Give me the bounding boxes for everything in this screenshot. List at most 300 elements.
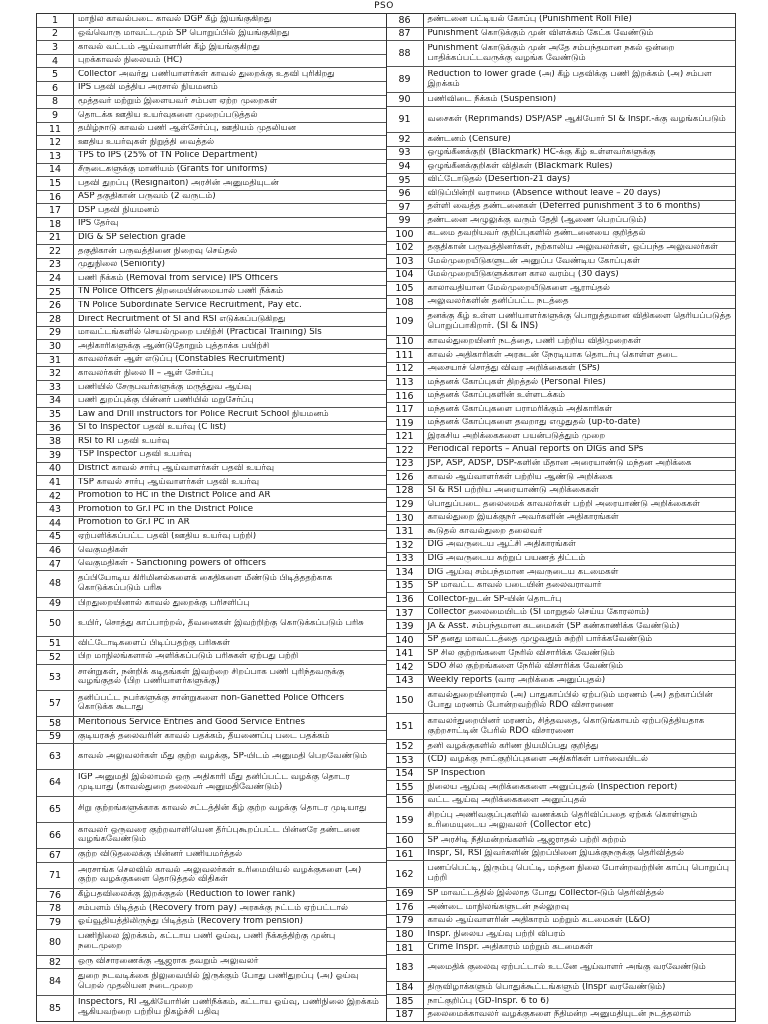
table-row	[37, 463, 386, 477]
section-description: Collector அவர்து பணியாளர்கள் காவல் துறைக்கு உதவி புரிகிறது	[78, 69, 335, 79]
section-description: Weekly reports (வார அறிக்கை அனுப்புதல்)	[427, 676, 606, 686]
table-row	[387, 147, 736, 161]
table-row	[387, 201, 736, 215]
section-number: 119	[387, 417, 424, 430]
section-description: SP அரசிடி நீதிமன்றங்களில் ஆஜராதல் பற்றி சுற்றம்	[427, 835, 627, 845]
table-row	[387, 228, 736, 242]
section-number: 11	[37, 123, 74, 136]
section-number: 41	[37, 476, 74, 489]
section-description: Law and Drill instructors for Police Recruit School நியமனம்	[78, 409, 329, 419]
section-number: 2	[37, 28, 74, 41]
section-description: தமிழ்நாடு காவல் பணி ஆள்சேர்ப்பு, ஊதியம் முதலியன	[78, 124, 297, 134]
table-row	[37, 245, 386, 259]
table-row	[37, 177, 386, 191]
section-description: குற்ற விடுதலைக்கு பின்னர் பணியமர்த்தல்	[78, 850, 243, 860]
section-number: 131	[387, 525, 424, 538]
section-description: ஒவ்வொரு மாவட்டமும் SP பொறுப்பில் இயங்குகிறது	[78, 29, 290, 39]
section-description: அசையாச் சொத்து விவர அறிக்கைகள் (SPs)	[427, 364, 600, 374]
section-number: 93	[387, 147, 424, 160]
section-description: விட்டோடுதல் (Desertion-21 days)	[427, 175, 571, 185]
section-description: IPS தேர்வு	[78, 219, 119, 229]
section-number: 153	[387, 754, 424, 767]
section-description: துறை நடவடிக்கை நிலுவையில் இருக்கும் போது பணிதுறப்பு (அ) ஓய்வு பெறல் முதலியன நடைமுறை	[78, 972, 359, 991]
section-number: 159	[387, 808, 424, 833]
table-row	[37, 313, 386, 327]
section-description: தகுதிகான் பருவத்தினை நிறைவு செய்தல்	[78, 246, 238, 256]
table-row	[387, 14, 736, 28]
table-row	[37, 637, 386, 651]
section-number: 86	[387, 14, 424, 27]
section-description: குடியரசுத் தலைவரின் காவல் பதக்கம், தீயணைப்பு படை பதக்கம்	[78, 732, 330, 742]
section-number: 33	[37, 381, 74, 394]
table-row	[37, 367, 386, 381]
section-description: காவல் வட்டம் ஆய்வாளரின் கீழ் இயங்குகிறது	[78, 42, 260, 52]
section-number: 47	[37, 558, 74, 571]
table-row	[387, 768, 736, 782]
section-description: காவல் அதிகாரிகள் அரசுடன் நேரடியாக தொடர்பு கொள்ள தடை	[427, 350, 678, 360]
table-row	[387, 620, 736, 634]
section-description: Collector தலைமையிடம் (SI மாறுதல் செய்ய கோரலாம்)	[427, 608, 650, 618]
section-number: 5	[37, 68, 74, 81]
table-row	[37, 204, 386, 218]
section-description: DIG & SP selection grade	[78, 232, 186, 242]
section-description: SP Inspection	[427, 768, 486, 778]
section-number: 36	[37, 422, 74, 435]
section-number: 67	[37, 849, 74, 862]
section-number: 38	[37, 435, 74, 448]
section-number: 8	[37, 96, 74, 109]
section-description: வட்ட ஆய்வு அறிக்கைகளை அனுப்புதல்	[427, 796, 587, 806]
section-number: 30	[37, 340, 74, 353]
section-number: 179	[387, 915, 424, 928]
table-row	[387, 955, 736, 981]
section-description: தப்பியோடிய கிரிமினல்களைக் கைதிகளை மீண்டும் பிடித்ததற்காக கொடுக்கப்படும் பரிசு	[78, 574, 333, 593]
table-row	[387, 553, 736, 567]
table-row	[387, 255, 736, 269]
section-description: பணியில் சேருபவர்களுக்கு மருத்துவ ஆய்வு	[78, 382, 252, 392]
section-number: 32	[37, 367, 74, 380]
section-number: 90	[387, 93, 424, 106]
section-number: 169	[387, 888, 424, 901]
section-description: பொதுப்படை தலைமைக் காவலர்கள் பற்றி அரையாண்டு அறிக்கைகள்	[427, 499, 700, 509]
section-description: சிறு குற்றங்களுக்காக காவல் சட்டத்தின் கீழ் குற்ற வழக்கு தொடர முடியாது	[78, 804, 367, 814]
table-row	[387, 928, 736, 942]
section-number: 96	[387, 187, 424, 200]
section-description: தனி வழக்குகளில் கரிண நியமிப்பது குறித்து	[427, 741, 599, 751]
section-number: 181	[387, 942, 424, 955]
section-number: 187	[387, 1009, 424, 1021]
section-number: 44	[37, 517, 74, 530]
section-number: 71	[37, 863, 74, 888]
section-number: 21	[37, 232, 74, 245]
section-description: தலைமைக்காவலர் வழக்குகளை நீதிமன்ற அனுமதியுடன் நடத்தலாம்	[427, 1010, 692, 1020]
section-description: Promotion to Gr.I PC in the District Police	[78, 504, 254, 514]
table-row	[387, 634, 736, 648]
section-number: 141	[387, 647, 424, 660]
table-row	[387, 861, 736, 887]
table-row	[37, 232, 386, 246]
section-number: 45	[37, 531, 74, 544]
section-description: பணிவிடை நீக்கம் (Suspension)	[427, 94, 557, 104]
section-number: 137	[387, 607, 424, 620]
section-number: 46	[37, 544, 74, 557]
section-number: 108	[387, 296, 424, 309]
section-number: 79	[37, 916, 74, 929]
section-description: மாநில காவல்படை காவல் DGP கீழ் இயங்குகிறது	[78, 15, 272, 25]
table-row	[387, 781, 736, 795]
table-row	[387, 848, 736, 862]
pso-index-table	[36, 13, 736, 1022]
section-description: காவலர்துறையினர் மரணம், சித்தவதை, கொடுங்காயம் ஏற்படுத்தியதாக குற்றசாட்டின் பேரில் RDO விசாரணை	[427, 717, 705, 736]
section-number: 6	[37, 82, 74, 95]
table-row	[37, 123, 386, 137]
table-row	[37, 435, 386, 449]
table-row	[387, 458, 736, 472]
section-description: Crime Inspr. அதிகாரம் மற்றும் கடமைகள்	[427, 943, 593, 953]
section-number: 42	[37, 490, 74, 503]
table-row	[37, 571, 386, 597]
section-description: காவலர்கள் ஆள் எடுப்பு (Constables Recruitment)	[78, 355, 285, 365]
table-row	[37, 531, 386, 545]
table-row	[37, 272, 386, 286]
section-description: TN Police Subordinate Service Recruitment, Pay etc.	[78, 300, 302, 310]
table-row	[37, 286, 386, 300]
section-number: 143	[387, 675, 424, 688]
table-row	[387, 834, 736, 848]
section-number: 105	[387, 282, 424, 295]
left-column	[37, 14, 386, 1021]
section-number: 99	[387, 214, 424, 227]
section-description: SDO சில குற்றங்களை நேரில் விசாரிக்க வேண்டும்	[427, 662, 624, 672]
table-row	[37, 68, 386, 82]
table-row	[37, 930, 386, 956]
section-description: ஒரு விசாரணைக்கு ஆஜராக தவறும் அலுவலர்	[78, 957, 259, 967]
table-row	[37, 863, 386, 889]
section-description: Periodical reports – Anual reports on DIGs and SPs	[427, 445, 644, 455]
table-row	[37, 55, 386, 69]
section-number: 123	[387, 458, 424, 471]
table-row	[387, 675, 736, 689]
section-number: 4	[37, 55, 74, 68]
section-number: 176	[387, 901, 424, 914]
section-description: மந்தனக் கோப்புகளின் உள்ளடக்கம்	[427, 391, 566, 401]
section-number: 128	[387, 485, 424, 498]
section-number: 76	[37, 889, 74, 902]
table-row	[387, 403, 736, 417]
table-row	[387, 336, 736, 350]
section-description: சான்றுகள், நன்றிக் கடிதங்கள் இவற்றை சிறப்பாக பணி புரிந்தவருக்கு வழங்குதல் (பிற பணியாளர்களுக்கு)	[78, 667, 345, 687]
section-number: 31	[37, 354, 74, 367]
section-number: 104	[387, 269, 424, 282]
section-number: 63	[37, 744, 74, 769]
page-title: PSO	[374, 1, 394, 11]
section-description: அலுவலர்களின் தனிப்பட்ட நடத்தை	[427, 297, 569, 307]
section-description: தண்டனை பட்டியல் கோப்பு (Punishment Roll File)	[427, 15, 632, 25]
section-number: 22	[37, 245, 74, 258]
section-description: கண்டனம் (Censure)	[427, 134, 511, 144]
section-description: DSP பதவி நியமனம்	[78, 205, 160, 215]
table-row	[387, 67, 736, 93]
table-row	[37, 327, 386, 341]
section-description: அண்டை மாநிலங்களுடன் நல்லுறவு	[427, 902, 569, 912]
section-description: மந்தனக் கோப்புகளை தவறாது எழுதுதல் (up-to-date)	[427, 418, 641, 428]
table-row	[387, 740, 736, 754]
table-row	[387, 296, 736, 310]
section-description: பணப்பெட்டி, இரும்பு பெட்டி, மந்தன நிலை போன்றவற்றின் காப்பு பொறுப்பு பற்றி	[427, 864, 730, 883]
table-row	[387, 982, 736, 996]
section-number: 126	[387, 471, 424, 484]
table-row	[387, 430, 736, 444]
section-number: 58	[37, 717, 74, 730]
table-row	[387, 174, 736, 188]
table-row	[37, 395, 386, 409]
table-row	[37, 996, 386, 1021]
section-number: 82	[37, 956, 74, 969]
table-row	[387, 471, 736, 485]
section-number: 161	[387, 848, 424, 861]
table-row	[387, 242, 736, 256]
section-description: மேல்முறையீடுகளுக்கான கால வரம்பு (30 days)	[427, 270, 619, 280]
section-description: சிறப்பு அணிவகுப்புகளில் வணக்கம் தெரிவிப்பதை ஏற்கக் கொள்ளும் உரிமையுடைய அலுவலர் (Collector etc)	[427, 811, 698, 830]
section-number: 121	[387, 430, 424, 443]
table-row	[37, 490, 386, 504]
section-number: 59	[37, 731, 74, 744]
section-number: 91	[387, 107, 424, 132]
table-row	[387, 349, 736, 363]
section-number: 87	[387, 28, 424, 41]
section-description: SP தனது மாவட்டத்தை முழுவதும் சுற்றி பார்க்கவேண்டும்	[427, 635, 653, 645]
table-row	[387, 593, 736, 607]
table-row	[37, 956, 386, 970]
section-description: பணி நீக்கம் (Removal from service) IPS Officers	[78, 273, 278, 283]
section-number: 84	[37, 969, 74, 994]
section-description: இரகசிய அறிக்கைகளை பயன்படுத்தும் முறை	[427, 431, 606, 441]
right-column	[386, 14, 736, 1021]
table-row	[37, 191, 386, 205]
table-row	[37, 299, 386, 313]
section-number: 134	[387, 566, 424, 579]
table-row	[37, 517, 386, 531]
section-description: TSP காவல் சார்பு ஆய்வாளர்கள் பதவி உயர்வு	[78, 477, 260, 487]
section-number: 156	[387, 795, 424, 808]
section-description: Meritorious Service Entries and Good Service Entries	[78, 718, 305, 728]
section-description: SI to Inspector பதவி உயர்வு (C list)	[78, 423, 227, 433]
table-row	[37, 611, 386, 637]
section-description: Direct Recruitment of SI and RSI எடுக்கப்படுகிறது	[78, 314, 286, 324]
section-description: JA & Asst. சம்பந்தமான கடமைகள் (SP கண்காணிக்க வேண்டும்)	[427, 621, 680, 631]
section-description: தள்ளி வைத்த தண்டனைகள் (Deferred punishment 3 to 6 months)	[427, 202, 701, 212]
table-row	[37, 41, 386, 55]
section-number: 48	[37, 571, 74, 596]
section-number: 1	[37, 14, 74, 27]
table-row	[387, 808, 736, 834]
section-description: காலாவதியான மேல்முறையீடுகளை ஆராய்தல்	[427, 283, 611, 293]
section-number: 113	[387, 376, 424, 389]
section-number: 88	[387, 41, 424, 66]
section-description: காவலர் ஒருவரை குற்றவாளியென தீர்ப்புகூறப்பட்ட பின்னரே தண்டனை வழங்கவேண்டும்	[78, 825, 361, 845]
section-number: 53	[37, 665, 74, 690]
table-row	[387, 995, 736, 1009]
section-number: 154	[387, 768, 424, 781]
section-number: 23	[37, 259, 74, 272]
table-row	[37, 849, 386, 863]
table-row	[37, 823, 386, 849]
section-number: 9	[37, 109, 74, 122]
section-description: கீழ்பதவிலைக்கு இறக்குதல் (Reduction to lower rank)	[78, 890, 296, 900]
table-row	[387, 41, 736, 67]
table-row	[37, 717, 386, 731]
section-number: 39	[37, 449, 74, 462]
table-row	[37, 109, 386, 123]
section-number: 85	[37, 996, 74, 1021]
section-description: தொடக்க ஊதிய உயர்வுகளை முறைப்படுத்தல்	[78, 110, 258, 120]
section-description: காவல் அலுவலர்கள் மீது குற்ற வழக்கு, SP-யிடம் அனுமதி பெறவேண்டும்	[78, 751, 367, 761]
section-description: Inspr, SI, RSI இவர்களின் இறப்பினை இயக்குநருக்கு தெரிவித்தல்	[427, 849, 685, 859]
table-row	[387, 647, 736, 661]
section-number: 65	[37, 797, 74, 822]
section-description: பதவி துறப்பு (Resignaiton) அரசின் அனுமதியுடன்	[78, 178, 279, 188]
table-row	[37, 354, 386, 368]
section-description: பணிநிலை இறக்கம், கட்டாய பணி ஓய்வு, பணி நீக்கத்திற்கு முன்பு நடைமுறை	[78, 932, 336, 952]
table-row	[387, 580, 736, 594]
table-row	[37, 422, 386, 436]
table-row	[387, 754, 736, 768]
table-row	[37, 82, 386, 96]
section-description: IPS பதவி மத்திய அரசால் நியமனம்	[78, 83, 218, 93]
section-number: 122	[387, 444, 424, 457]
section-number: 89	[387, 67, 424, 92]
section-number: 140	[387, 634, 424, 647]
table-row	[387, 714, 736, 740]
table-row	[37, 916, 386, 930]
table-row	[387, 901, 736, 915]
section-description: பிறதுறையினால் காவல் துறைக்கு பரிசளிப்பு	[78, 599, 250, 609]
section-description: கூடுதல் காவல்துறை தலைவர்	[427, 526, 543, 536]
section-description: ஊதிய உயர்வுகள் நிறுத்தி வைத்தல்	[78, 137, 215, 147]
table-row	[387, 485, 736, 499]
section-description: கடமை தவறியவர் குறிப்புகளில் தண்டனையை குறித்தல்	[427, 229, 646, 239]
section-number: 142	[387, 661, 424, 674]
table-row	[387, 566, 736, 580]
section-number: 17	[37, 204, 74, 217]
section-description: தனிப்பட்ட நபர்களுக்கு சான்றுகளை non-Ganetted Police Officers கொடுக்க கூடாது	[78, 693, 344, 713]
table-row	[37, 691, 386, 717]
section-description: TN Police Officers திறமையின்மையால் பணி நீக்கம்	[78, 287, 284, 297]
table-row	[37, 476, 386, 490]
section-number: 43	[37, 503, 74, 516]
section-description: விட்டோடிகளைப் பிடிப்பதற்கு பரிசுகள்	[78, 638, 231, 648]
section-number: 180	[387, 928, 424, 941]
section-description: Promotion to HC in the District Police and AR	[78, 491, 271, 501]
section-description: JSP, ASP, ADSP, DSP-களின் மீதான அரையாண்டு மந்தன அறிக்கை	[427, 459, 692, 469]
table-row	[387, 160, 736, 174]
section-description: ASP தகுதிகான் பருவம் (2 வருடம்)	[78, 192, 216, 202]
section-description: தகுதிகான் பருவத்தினர்கள், நற்காலிய அலுவலர்கள், ஒப்பந்த அலுவலர்கள்	[427, 243, 719, 253]
table-row	[37, 340, 386, 354]
section-description: DIG அவருடைய ஆட்சி அதிகாரங்கள்	[427, 540, 576, 550]
table-row	[387, 444, 736, 458]
section-number: 185	[387, 995, 424, 1008]
section-number: 57	[37, 691, 74, 716]
section-description: சீருடைகளுக்கு மானியம் (Grants for uniforms)	[78, 165, 268, 175]
section-number: 151	[387, 714, 424, 739]
section-description: TPS to IPS (25% of TN Police Department)	[78, 151, 258, 161]
section-number: 52	[37, 651, 74, 664]
section-number: 129	[387, 498, 424, 511]
section-description: மந்தனக் கோப்புகளை பராமரிக்கும் அதிகாரிகள்	[427, 404, 613, 414]
section-number: 100	[387, 228, 424, 241]
section-number: 80	[37, 930, 74, 955]
table-row	[387, 915, 736, 929]
section-number: 35	[37, 408, 74, 421]
table-row	[37, 544, 386, 558]
table-row	[387, 269, 736, 283]
section-number: 3	[37, 41, 74, 54]
table-row	[387, 539, 736, 553]
section-description: ஒழுங்கீனக்குறி (Blackmark) HC-க்கு கீழ் உள்ளவர்களுக்கு	[427, 148, 656, 158]
section-number: 116	[387, 390, 424, 403]
section-description: காவலர்கள் நிலை II – ஆள் சேர்ப்பு	[78, 368, 214, 378]
section-number: 103	[387, 255, 424, 268]
table-row	[37, 797, 386, 823]
section-description: ஓய்வூதியத்திலிருந்து பிடித்தம் (Recovery from pension)	[78, 917, 304, 927]
table-row	[37, 889, 386, 903]
table-row	[37, 665, 386, 691]
section-description: முதுநிலை (Seniority)	[78, 260, 166, 270]
table-row	[37, 136, 386, 150]
section-description: பிற மாநிலங்களால் அளிக்கப்படும் பரிசுகள் ஏற்பது பற்றி	[78, 652, 299, 662]
section-number: 109	[387, 309, 424, 334]
table-row	[387, 525, 736, 539]
table-row	[387, 390, 736, 404]
section-description: வசைகள் (Reprimands) DSP/ASP ஆகியோர் SI & Inspr.-க்கு வழங்கப்படும்	[427, 114, 726, 124]
section-description: காவல்துறை இயக்குநர் அவர்களின் அதிகாரங்கள்	[427, 513, 619, 523]
table-row	[387, 661, 736, 675]
table-row	[37, 503, 386, 517]
section-description: SP மாவட்டத்தில் இல்லாத போது Collector-டும் தெரிவித்தல்	[427, 889, 664, 899]
table-row	[37, 164, 386, 178]
section-number: 111	[387, 349, 424, 362]
section-number: 92	[387, 133, 424, 146]
section-number: 51	[37, 637, 74, 650]
section-number: 130	[387, 512, 424, 525]
section-description: காவல் ஆய்வாளர்கள் பற்றிய ஆண்டு அறிக்கை	[427, 472, 613, 482]
table-row	[387, 942, 736, 956]
section-number: 29	[37, 327, 74, 340]
table-row	[387, 607, 736, 621]
section-number: 18	[37, 218, 74, 231]
section-number: 97	[387, 201, 424, 214]
table-row	[387, 93, 736, 107]
section-number: 28	[37, 313, 74, 326]
section-description: Inspectors, RI ஆகியோரின் பணிநீக்கம், கட்டாய ஓய்வு, பணிநிலை இறக்கம் ஆகியவற்றை பற்றிய நிகழ்ச்சி பதிவு	[78, 998, 379, 1018]
section-description: காவல்துறையினரால் (அ) பாதுகாப்பில் ஏற்படும் மரணம் (அ) தற்காப்பின் போது மரணம் போன்றவற்றில் RDO விசாரணை	[427, 691, 713, 710]
table-row	[387, 214, 736, 228]
section-number: 117	[387, 403, 424, 416]
section-description: Punishment கொடுக்கும் முன் அதே சம்பந்தமான நகல் ஒன்றை பாதிக்கப்பட்டவருக்கு வழங்க வேண்டும்	[427, 44, 675, 63]
section-description: மாவட்டங்களில் செயல்முறை பயிற்சி (Practical Training) SIs	[78, 328, 322, 338]
section-number: 183	[387, 955, 424, 980]
section-description: TSP Inspector பதவி உயர்வு	[78, 450, 192, 460]
section-number: 162	[387, 861, 424, 886]
table-row	[387, 363, 736, 377]
section-description: திருவிழாக்களும் பொதுக்கூட்டங்களும் (Inspr வரவேண்டும்)	[427, 982, 666, 992]
table-row	[387, 28, 736, 42]
section-description: SI & RSI பற்றிய அரையாண்டு அறிக்கைகள்	[427, 486, 599, 496]
section-number: 95	[387, 174, 424, 187]
section-number: 25	[37, 286, 74, 299]
section-number: 13	[37, 150, 74, 163]
